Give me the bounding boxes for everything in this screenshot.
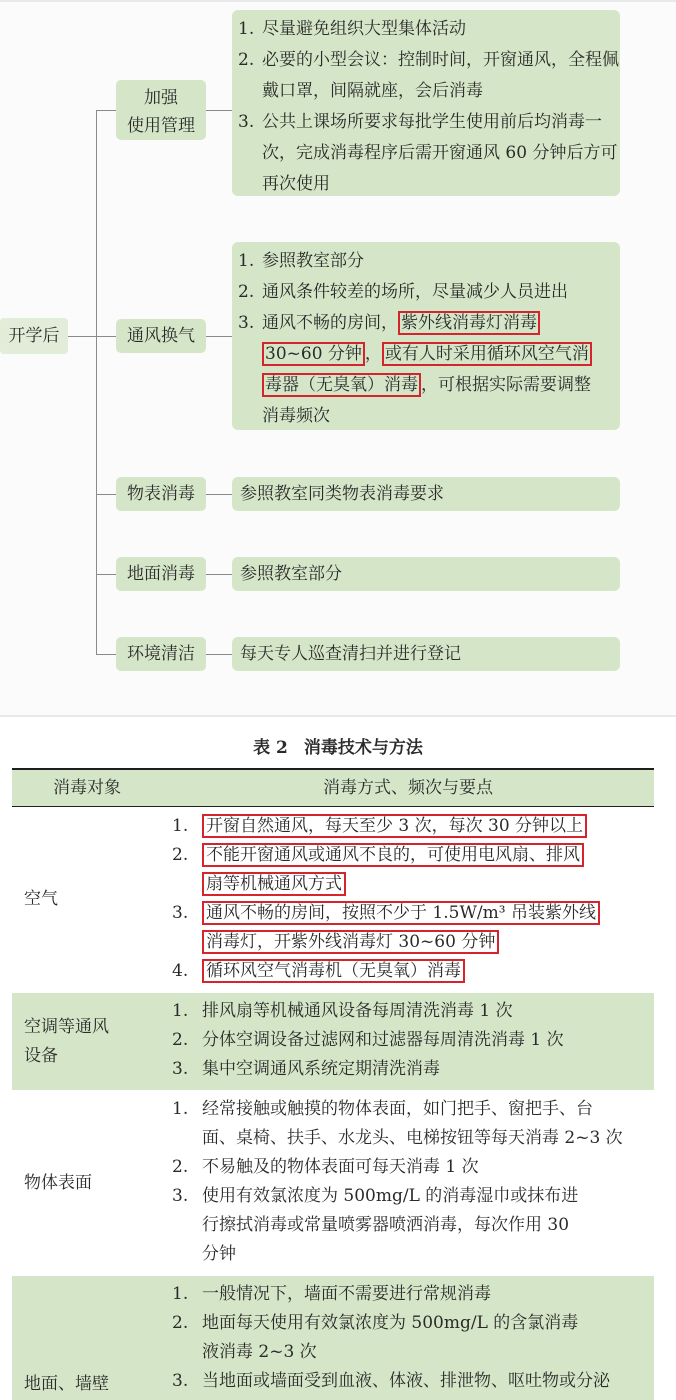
column-header: 消毒方式、频次与要点 [323, 778, 493, 798]
list-item: 3. 集中空调通风系统定期清洗消毒 [172, 1059, 440, 1079]
connector-branch-3 [96, 494, 116, 495]
list-item: 3. 当地面或墙面受到血液、体液、排泄物、呕吐物或分泌 [172, 1371, 610, 1391]
mindmap-root: 开学后 [0, 318, 68, 354]
branch-usage-management [116, 80, 206, 140]
highlight-box: 开窗自然通风，每天至少 3 次，每次 30 分钟以上 [202, 814, 587, 838]
connector-detail-3 [206, 494, 232, 495]
connector-branch-5 [96, 654, 116, 655]
branch-ventilation: 通风换气 [116, 319, 206, 353]
detail-floor-disinfection: 参照教室部分 [232, 557, 620, 591]
list-item: 1. 一般情况下，墙面不需要进行常规消毒 [172, 1284, 491, 1304]
highlight-box: 循环风空气消毒机（无臭氧）消毒 [202, 959, 465, 983]
highlight-box: 紫外线消毒灯消毒 [398, 311, 540, 335]
column-header: 消毒对象 [53, 778, 121, 798]
highlight-box: 毒器（无臭氧）消毒 [262, 373, 421, 397]
branch-environment-cleaning: 环境清洁 [116, 637, 206, 671]
detail-environment-cleaning: 每天专人巡查清扫并进行登记 [232, 637, 620, 671]
detail-surface-disinfection: 参照教室同类物表消毒要求 [232, 477, 620, 511]
table-header-rule [12, 806, 654, 807]
row-label: 空气 [24, 889, 58, 909]
highlight-box: 或有人时采用循环风空气消 [382, 342, 592, 366]
detail-item: 1. 参照教室部分 [238, 251, 364, 271]
branch-floor-disinfection: 地面消毒 [116, 557, 206, 591]
connector-branch-4 [96, 574, 116, 575]
detail-item: 1. 尽量避免组织大型集体活动 [238, 19, 466, 39]
list-item: 1. 排风扇等机械通风设备每周清洗消毒 1 次 [172, 1001, 513, 1021]
list-item: 3. 使用有效氯浓度为 500mg/L 的消毒湿巾或抹布进 行擦拭消毒或常量喷雾器喷洒消毒，每次作用 30 分钟 [172, 1186, 579, 1264]
row-items [172, 1280, 654, 1396]
detail-item: 3. 通风不畅的房间， 紫外线消毒灯消毒 30~60 分钟 ， 或有人时采用循环风空气消 毒器（无臭氧）消毒 ，可根据实际需要调整 消毒频次 [238, 313, 591, 426]
row-label: 地面、墙壁 [24, 1374, 109, 1394]
list-item: 4. 循环风空气消毒机（无臭氧）消毒 [172, 957, 654, 986]
detail-item: 3. 公共上课场所要求每批学生使用前后均消毒一次，完成消毒程序后需开窗通风 60 分钟后方可再次使用 [238, 112, 618, 194]
highlight-box: 通风不畅的房间，按照不少于 1.5W/m³ 吊装紫外线 [202, 901, 600, 925]
table-row-ac-ventilation [12, 993, 654, 1090]
highlight-box: 消毒灯，开紫外线消毒灯 30~60 分钟 [202, 930, 499, 954]
table-row-floor-wall [12, 1276, 654, 1400]
list-item: 1. 经常接触或触摸的物体表面，如门把手、窗把手、台 面、桌椅、扶手、水龙头、电梯按钮等每天消毒 2~3 次 [172, 1099, 623, 1148]
table-row-air [12, 808, 654, 992]
detail-item: 2. 必要的小型会议：控制时间，开窗通风，全程佩戴口罩，间隔就座，会后消毒 [238, 50, 619, 101]
table-row-object-surface [12, 1091, 654, 1274]
connector-trunk [96, 110, 97, 654]
row-items [172, 1095, 654, 1269]
connector-detail-5 [206, 654, 232, 655]
row-label: 空调等通风 设备 [24, 1017, 109, 1066]
connector-detail-4 [206, 574, 232, 575]
list-item: 2. 分体空调设备过滤网和过滤器每周清洗消毒 1 次 [172, 1030, 564, 1050]
connector-branch-2 [96, 336, 116, 337]
detail-ventilation [232, 242, 620, 430]
connector-branch-1 [96, 110, 116, 111]
branch-label-line: 使用管理 [127, 116, 195, 136]
detail-item: 2. 通风条件较差的场所，尽量减少人员进出 [238, 282, 568, 302]
highlight-box: 30~60 分钟 [262, 342, 365, 366]
list-item: 1. 开窗自然通风，每天至少 3 次，每次 30 分钟以上 [172, 812, 654, 841]
row-items [172, 812, 654, 986]
branch-label-line: 加强 [144, 88, 178, 108]
row-items [172, 997, 654, 1084]
top-divider [0, 0, 676, 2]
connector-detail-1 [206, 110, 232, 111]
list-item: 2. 不易触及的物体表面可每天消毒 1 次 [172, 1157, 479, 1177]
highlight-box: 不能开窗通风或通风不良的，可使用电风扇、排风 [202, 843, 584, 867]
branch-surface-disinfection: 物表消毒 [116, 477, 206, 511]
table-header [12, 770, 654, 807]
row-label: 物体表面 [24, 1173, 92, 1193]
connector-detail-2 [206, 336, 232, 337]
list-item: 3. 通风不畅的房间，按照不少于 1.5W/m³ 吊装紫外线 消毒灯，开紫外线消毒灯 30~60 分钟 [172, 899, 654, 957]
highlight-box: 扇等机械通风方式 [202, 872, 346, 896]
list-item: 2. 不能开窗通风或通风不良的，可使用电风扇、排风 扇等机械通风方式 [172, 841, 654, 899]
connector-root [68, 336, 96, 337]
detail-usage-management [232, 10, 620, 196]
table-title: 表 2 消毒技术与方法 [253, 738, 423, 758]
list-item: 2. 地面每天使用有效氯浓度为 500mg/L 的含氯消毒 液消毒 2~3 次 [172, 1313, 579, 1362]
section-divider [0, 715, 676, 717]
